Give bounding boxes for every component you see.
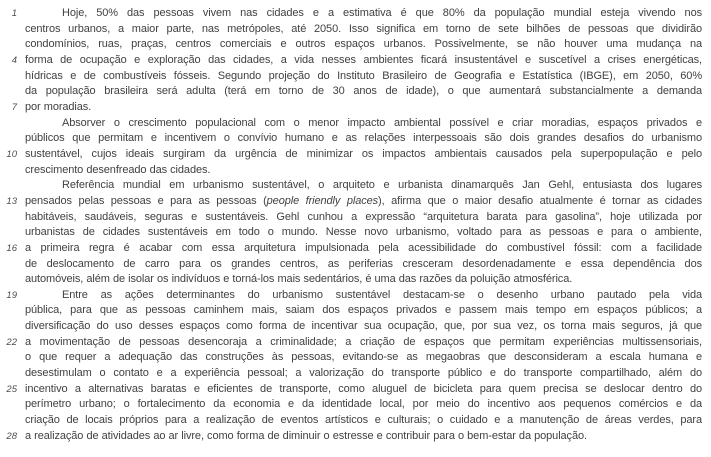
text-segment: a movimentação de pessoas desencoraja a criminalidade; a criação de espaços que permitam experiências multissensoriais, <box>25 335 702 348</box>
text-segment: pensados pelas pessoas e para as pessoas ( <box>25 194 267 207</box>
line-number: 1 <box>11 8 17 19</box>
text-segment: de deslocamento de carro para os grandes centros, as periferias cresceram desordenadamente e essa dependência dos <box>25 257 702 270</box>
text-segment: centros urbanos, a maior parte, nas metrópoles, até 2050. Isso significa em torno de sete bilhões de pessoas que dividirão <box>25 22 702 35</box>
text-segment: habitáveis, saudáveis, seguras e sustentáveis. Gehl cunhou a expressão “arquitetura barata para gasolina”, hoje utilizada por <box>25 210 702 223</box>
text-line-row <box>0 366 702 382</box>
line-number: 22 <box>6 336 17 348</box>
text-segment: forma de ocupação e exploração das cidades, a vida nesses ambientes ficará insustentável e suscetível a crises energéticas, <box>25 53 702 66</box>
text-line-row <box>0 6 702 22</box>
text-line <box>25 366 702 382</box>
line-number: 25 <box>6 383 17 395</box>
text-line-row <box>0 382 702 398</box>
text-line-row <box>0 69 702 85</box>
text-line-row <box>0 116 702 132</box>
text-segment: a primeira regra é acabar com essa arquitetura impulsionada pela acessibilidade do combustível fóssil: com a facilidade <box>25 241 702 254</box>
text-line <box>25 84 702 100</box>
text-body <box>0 6 702 444</box>
text-line <box>25 53 702 69</box>
text-line-row <box>0 272 702 288</box>
text-line-row <box>0 397 702 413</box>
line-number: 16 <box>6 242 17 254</box>
text-line <box>25 257 702 273</box>
text-segment: hídricas e de combustíveis fósseis. Segundo projeção do Instituto Brasileiro de Geografia e Estatística (IBGE), em 2050, 60% <box>25 69 702 82</box>
text-line <box>25 350 702 366</box>
text-segment: por moradias. <box>25 100 92 113</box>
text-line-row <box>0 288 702 304</box>
line-number: 10 <box>6 148 17 160</box>
text-segment: automóveis, além de isolar os indivíduos e torná-los mais sedentários, é uma das razões da poluição atmosférica. <box>25 273 573 286</box>
text-line <box>25 397 702 413</box>
text-line-row <box>0 22 702 38</box>
text-line <box>25 303 702 319</box>
text-line-row <box>0 429 702 445</box>
text-line <box>25 131 702 147</box>
text-line <box>25 22 702 38</box>
text-line-row <box>0 178 702 194</box>
text-line-row <box>0 163 702 179</box>
text-segment: Entre as ações determinantes do urbanismo sustentável destacam-se o desenho urbano pautado pela vida <box>62 288 702 301</box>
text-line-row <box>0 350 702 366</box>
text-line <box>25 100 702 116</box>
text-line <box>25 288 702 304</box>
text-line <box>25 194 702 210</box>
text-line <box>25 6 702 22</box>
text-line-row <box>0 194 702 210</box>
text-line <box>25 241 702 257</box>
text-segment: diversificação do uso desses espaços como forma de incentivar sua ocupação, que, por sua vez, os torna mais seguros, já que <box>25 320 702 333</box>
text-segment: ), afirma que o maior desafio atualmente é tornar as cidades <box>378 194 702 207</box>
text-segment: a realização de atividades ao ar livre, como forma de diminuir o estresse e contribuir para o bem-estar da população. <box>25 429 587 442</box>
text-line <box>25 429 702 445</box>
text-segment: condomínios, ruas, praças, centros comerciais e outros espaços urbanos. Possivelmente, se não houver uma mudança na <box>25 38 702 51</box>
text-line-row <box>0 37 702 53</box>
text-line <box>25 163 702 179</box>
text-line <box>25 210 702 226</box>
text-line-row <box>0 241 702 257</box>
text-segment: o que requer a adequação das construções às pessoas, evitando-se as megaobras que desconsideram a escala humana e <box>25 351 702 364</box>
text-segment: incentivo a alternativas baratas e eficientes de transporte, como aluguel de bicicleta para quem precisa se deslocar dentro do <box>25 382 702 395</box>
text-segment: pública, para que as pessoas caminhem mais, saiam dos espaços privados e passem mais tempo em espaços públicos; a <box>25 304 702 317</box>
text-line <box>25 116 702 132</box>
text-line-row <box>0 210 702 226</box>
text-line-row <box>0 319 702 335</box>
text-segment: da população brasileira será adulta (terá em torno de 30 anos de idade), o que aumentará substancialmente a demanda <box>25 85 702 98</box>
line-number: 19 <box>6 289 17 301</box>
text-line-row <box>0 335 702 351</box>
text-segment: criação de locais próprios para a realização de eventos artísticos e culturais; o cuidado e a manutenção de áreas verdes, para <box>25 414 702 427</box>
text-line <box>25 225 702 241</box>
text-line <box>25 319 702 335</box>
text-line <box>25 335 702 351</box>
line-number: 28 <box>6 430 17 442</box>
text-segment: sustentável, cujos ideais surgiram da urgência de minimizar os impactos ambientais causados pela superpopulação e pelo <box>25 147 702 160</box>
text-segment: Referência mundial em urbanismo sustentável, o arquiteto e urbanista dinamarquês Jan Gehl, entusiasta dos lugares <box>62 179 702 192</box>
text-line-row <box>0 225 702 241</box>
text-segment: desestimulam o contato e a experiência pessoal; a valorização do transporte público e do transporte compartilhado, além do <box>25 367 702 380</box>
text-line <box>25 272 702 288</box>
text-line <box>25 178 702 194</box>
text-segment: perímetro urbano; o fortalecimento da economia e da identidade local, por meio do incentivo aos pequenos comércios e da <box>25 398 702 411</box>
line-number: 7 <box>11 101 17 113</box>
text-segment: Hoje, 50% das pessoas vivem nas cidades e a estimativa é que 80% da população mundial esteja vivendo nos <box>62 7 702 19</box>
text-line <box>25 37 702 53</box>
text-line-row <box>0 131 702 147</box>
text-line-row <box>0 53 702 69</box>
text-line-row <box>0 147 702 163</box>
text-segment: públicos que permitam e incentivem o convívio humano e as relações interpessoais são dois grandes desafios do urbanismo <box>25 132 702 145</box>
text-line-row <box>0 100 702 116</box>
line-number: 13 <box>6 195 17 207</box>
text-line <box>25 382 702 398</box>
line-number: 4 <box>11 54 17 66</box>
text-line-row <box>0 303 702 319</box>
text-line-row <box>0 413 702 429</box>
text-segment: urbanistas de cidades sustentáveis em todo o mundo. Nesse novo urbanismo, voltado para as pessoas e para o ambiente, <box>25 226 702 239</box>
text-segment: Absorver o crescimento populacional com o menor impacto ambiental possível e criar moradias, espaços privados e <box>62 116 702 129</box>
text-line <box>25 413 702 429</box>
text-line-row <box>0 84 702 100</box>
italic-text-segment: people friendly places <box>266 194 379 207</box>
text-segment: crescimento desenfreado das cidades. <box>25 163 211 176</box>
text-line <box>25 147 702 163</box>
text-line <box>25 69 702 85</box>
text-line-row <box>0 257 702 273</box>
